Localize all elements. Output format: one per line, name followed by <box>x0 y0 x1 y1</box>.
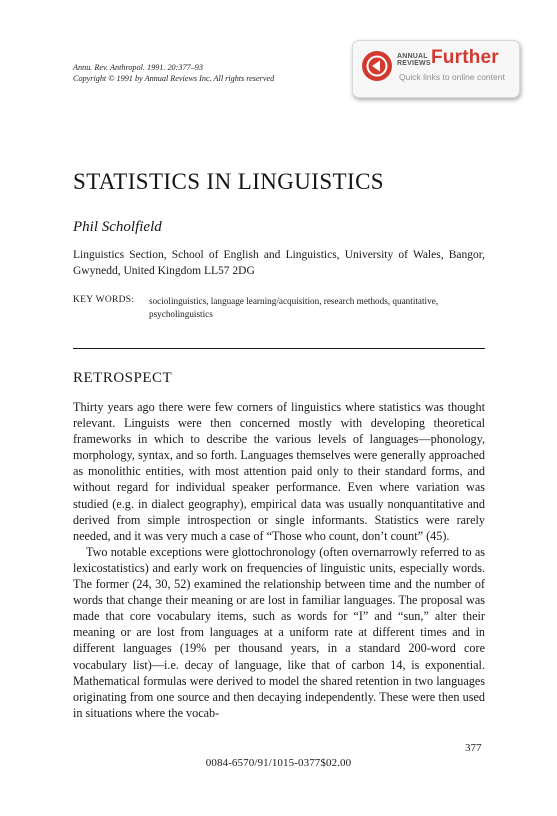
keywords-label: KEY WORDS: <box>73 295 135 305</box>
badge-brand <box>397 53 431 67</box>
play-arrow-icon <box>361 50 393 82</box>
citation-block <box>73 63 274 84</box>
author-affiliation: Linguistics Section, School of English and Linguistics, University of Wales, Bangor, Gwynedd, United Kingdom LL57 2DG <box>73 249 485 277</box>
article-code: 0084-6570/91/1015-0377$02.00 <box>205 757 352 769</box>
keywords-list: sociolinguistics, language learning/acquisition, research methods, quantitative, psycholinguistics <box>149 296 439 319</box>
section-divider <box>73 348 485 349</box>
badge-brand-line2: REVIEWS <box>397 60 431 67</box>
badge-further-label: Further <box>431 47 499 68</box>
badge-brand-line1: ANNUAL <box>397 53 428 60</box>
page-number: 377 <box>465 742 482 754</box>
citation-copyright: Copyright © 1991 by Annual Reviews Inc. All rights reserved <box>73 73 275 83</box>
badge-subtitle: Quick links to online content <box>399 72 505 82</box>
body-paragraph: Two notable exceptions were glottochronology (often overnarrowly referred to as lexicostatistics) and early work on frequencies of linguistic units, especially words. The former (24, 30, 52) examined the relationship between time and the number of words that change their meaning or are lost in familiar languages. The proposal was made that core vocabulary items, such as words for “I” and “sun,” alter their meaning or are lost from languages at a uniform rate at different times and in different languages (19% per thousand years, in a standard 200-word core vocabulary list)—i.e. decay of language, like that of carbon 14, is exponential. Mathematical formulas were derived to model the shared retention in two languages originating from one source and then decaying independently. These were then used in situations where the vocab- <box>73 544 485 720</box>
article-title: STATISTICS IN LINGUISTICS <box>73 169 384 194</box>
section-heading: RETROSPECT <box>73 370 173 386</box>
body-paragraph: Thirty years ago there were few corners of linguistics where statistics was thought relevant. Linguists were then concerned mostly with developing theoretical frameworks in which to describe the various levels of languages—phonology, morphology, syntax, and so forth. Languages themselves were generally approached as monolithic entities, with most attention paid only to their standard forms, and without regard for individual speaker performance. Even where variation was studied (e.g. in dialect geography), empirical data was usually nonquantitative and derived from simple introspection or single informants. Statistics were rarely needed, and it was very much a case of “Those who count, don’t count” (45). <box>73 400 485 543</box>
citation-journal: Annu. Rev. Anthropol. 1991. 20:377–93 <box>73 63 203 72</box>
further-reading-badge[interactable] <box>352 40 520 98</box>
article-body <box>73 399 485 721</box>
article-author: Phil Scholfield <box>73 219 162 235</box>
